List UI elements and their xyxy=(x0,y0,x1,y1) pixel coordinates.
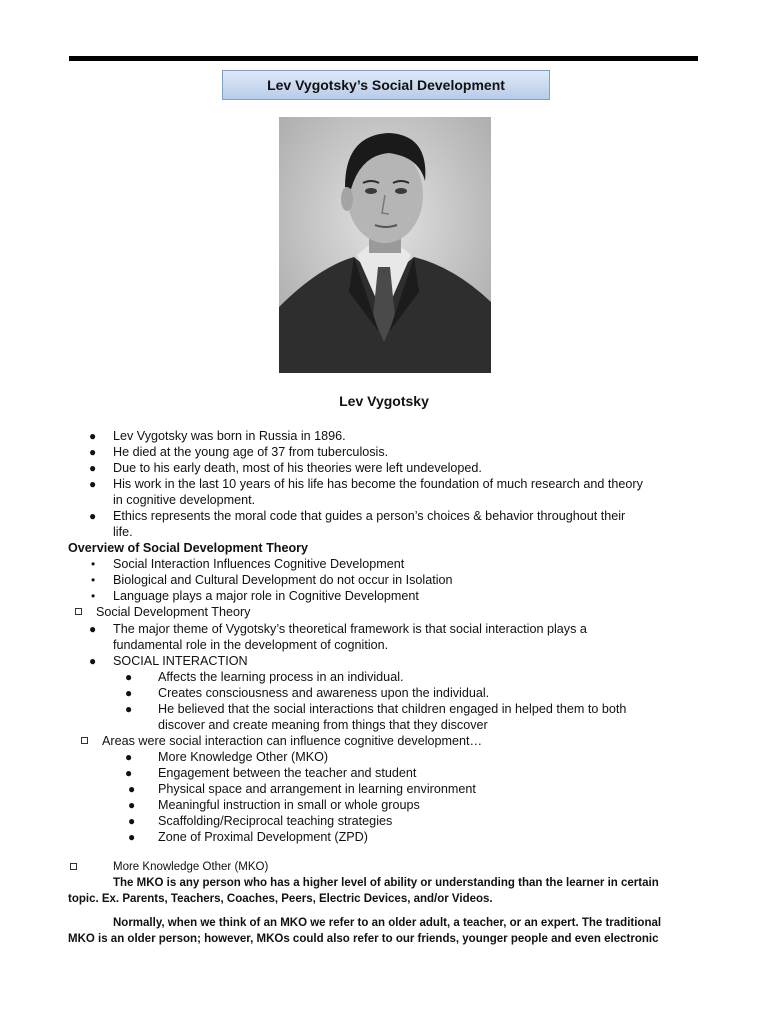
bullet-dot-icon: ● xyxy=(89,429,97,443)
checkbox-square-icon xyxy=(75,608,82,615)
portrait-photo xyxy=(279,117,491,373)
checkbox-square-icon xyxy=(81,737,88,744)
bullet-dot-icon: ● xyxy=(125,750,133,764)
bullet-dot-icon: ● xyxy=(128,814,136,828)
bio-item-continued: in cognitive development. xyxy=(113,493,256,507)
bullet-small-icon: • xyxy=(91,573,96,587)
bullet-dot-icon: ● xyxy=(128,782,136,796)
checkbox-square-icon xyxy=(70,863,77,870)
top-rule xyxy=(69,56,698,61)
areas-heading: Areas were social interaction can influence cognitive development… xyxy=(102,734,483,748)
social-interaction-label: SOCIAL INTERACTION xyxy=(113,654,248,668)
bullet-dot-icon: ● xyxy=(125,766,133,780)
bullet-dot-icon: ● xyxy=(89,477,97,491)
mko-paragraph-2-continued: MKO is an older person; however, MKOs could also refer to our friends, younger people and even electronic xyxy=(68,933,659,945)
bullet-dot-icon: ● xyxy=(89,445,97,459)
bullet-small-icon: • xyxy=(91,589,96,603)
mko-paragraph-2: Normally, when we think of an MKO we refer to an older adult, a teacher, or an expert. The traditional xyxy=(113,917,662,929)
areas-item: Meaningful instruction in small or whole groups xyxy=(158,798,420,812)
bullet-dot-icon: ● xyxy=(125,686,133,700)
bullet-dot-icon: ● xyxy=(89,622,97,636)
bio-item-continued: life. xyxy=(113,525,133,539)
overview-item: Social Interaction Influences Cognitive Development xyxy=(113,557,405,571)
overview-heading: Overview of Social Development Theory xyxy=(68,541,309,555)
areas-item: Zone of Proximal Development (ZPD) xyxy=(158,830,368,844)
bullet-dot-icon: ● xyxy=(128,798,136,812)
areas-item: Scaffolding/Reciprocal teaching strategies xyxy=(158,814,393,828)
areas-item: Physical space and arrangement in learning environment xyxy=(158,782,476,796)
social-item: Affects the learning process in an individual. xyxy=(158,670,404,684)
mko-heading: More Knowledge Other (MKO) xyxy=(113,861,269,873)
bio-item: Ethics represents the moral code that guides a person’s choices & behavior throughout their xyxy=(113,509,626,523)
overview-item: Biological and Cultural Development do not occur in Isolation xyxy=(113,573,453,587)
bullet-dot-icon: ● xyxy=(125,702,133,716)
social-item-continued: discover and create meaning from things that they discover xyxy=(158,718,488,732)
bio-item: Lev Vygotsky was born in Russia in 1896. xyxy=(113,429,346,443)
bio-item: Due to his early death, most of his theories were left undeveloped. xyxy=(113,461,482,475)
page-title: Lev Vygotsky’s Social Development xyxy=(222,70,550,100)
bullet-dot-icon: ● xyxy=(128,830,136,844)
sdt-theme: The major theme of Vygotsky’s theoretical framework is that social interaction plays a xyxy=(113,622,587,636)
overview-item: Language plays a major role in Cognitive Development xyxy=(113,589,419,603)
sdt-theme-continued: fundamental role in the development of cognition. xyxy=(113,638,389,652)
bullet-dot-icon: ● xyxy=(125,670,133,684)
bio-item: He died at the young age of 37 from tuberculosis. xyxy=(113,445,389,459)
areas-item: More Knowledge Other (MKO) xyxy=(158,750,329,764)
photo-caption: Lev Vygotsky xyxy=(339,393,429,409)
areas-item: Engagement between the teacher and student xyxy=(158,766,417,780)
bullet-small-icon: • xyxy=(91,557,96,571)
bullet-dot-icon: ● xyxy=(89,654,97,668)
bullet-dot-icon: ● xyxy=(89,509,97,523)
sdt-heading: Social Development Theory xyxy=(96,605,251,619)
bullet-dot-icon: ● xyxy=(89,461,97,475)
social-item: He believed that the social interactions that children engaged in helped them to both xyxy=(158,702,627,716)
social-item: Creates consciousness and awareness upon the individual. xyxy=(158,686,490,700)
bio-item: His work in the last 10 years of his life has become the foundation of much research and theory xyxy=(113,477,643,491)
mko-paragraph-1: The MKO is any person who has a higher level of ability or understanding than the learner in certain xyxy=(113,877,659,889)
mko-paragraph-1-continued: topic. Ex. Parents, Teachers, Coaches, Peers, Electric Devices, and/or Videos. xyxy=(68,893,493,905)
